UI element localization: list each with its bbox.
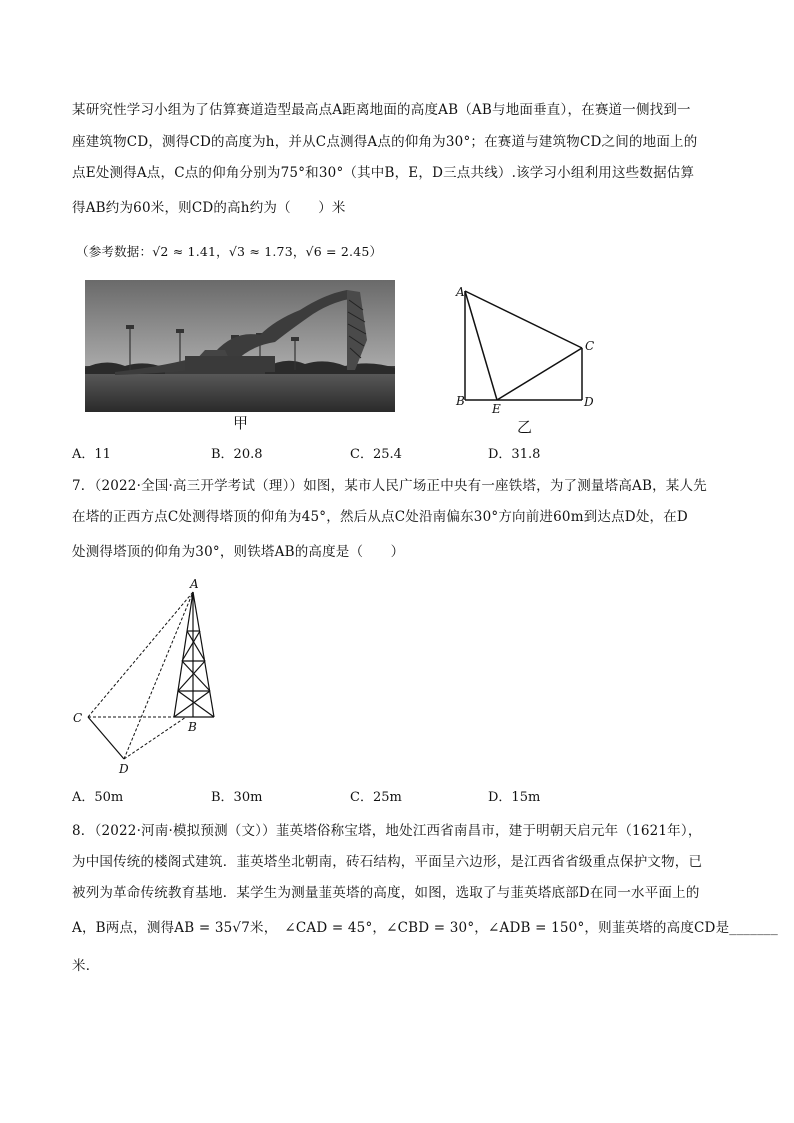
p6-option-c[interactable]: C．25.4	[350, 447, 402, 462]
reference-data: （参考数据：√2 ≈ 1.41，√3 ≈ 1.73，√6 = 2.45）	[76, 244, 383, 259]
problem7-line-1: 7．（2022·全国·高三开学考试（理））如图，某市人民广场正中央有一座铁塔，为了测量塔高AB，某人先	[72, 478, 707, 494]
p6-option-a[interactable]: A．11	[72, 447, 111, 462]
p7-option-a[interactable]: A．50m	[72, 790, 124, 805]
segment-ac	[465, 291, 582, 348]
segment-ec	[497, 348, 582, 400]
problem8-line-5: 米．	[72, 958, 100, 974]
tower-label-c: C	[73, 711, 83, 725]
photo-caption	[228, 412, 258, 432]
p7-option-b[interactable]: B．30m	[211, 790, 263, 805]
problem6-line-4: 得AB约为60米，则CD的高h约为（ ）米	[72, 200, 346, 216]
problem6-line-1: 某研究性学习小组为了估算赛道造型最高点A距离地面的高度AB（AB与地面垂直），在赛道一侧找到一	[72, 102, 691, 118]
p6-option-b[interactable]: B．20.8	[211, 447, 263, 462]
problem8-line-2: 为中国传统的楼阁式建筑．韮英塔坐北朝南，砖石结构，平面呈六边形，是江西省省级重点保护文物，已	[72, 854, 703, 870]
p7-option-d[interactable]: D．15m	[488, 790, 541, 805]
label-a: A	[456, 285, 465, 299]
tower-label-a: A	[190, 577, 199, 591]
problem7-line-3: 处测得塔顶的仰角为30°，则铁塔AB的高度是（ ）	[72, 544, 405, 560]
svg-text:甲: 甲	[233, 414, 249, 432]
figure-caption: 乙	[517, 418, 533, 436]
tower-figure	[64, 576, 244, 776]
tower-label-d: D	[119, 762, 129, 776]
problem7-line-2: 在塔的正西方点C处测得塔顶的仰角为45°，然后从点C处沿南偏东30°方向前进60m到达点D处，在D	[72, 509, 688, 525]
p6-option-d[interactable]: D．31.8	[488, 447, 541, 462]
tower-label-b: B	[188, 720, 197, 734]
problem6-line-3: 点E处测得A点，C点的仰角分别为75°和30°（其中B，E，D三点共线）.该学习小组利用这些数据估算	[72, 165, 695, 181]
label-e: E	[492, 402, 501, 416]
p7-option-c[interactable]: C．25m	[350, 790, 402, 805]
problem8-line-1: 8．（2022·河南·模拟预测（文））韮英塔俗称宝塔，地处江西省南昌市，建于明朝天启元年（1621年），	[72, 823, 702, 839]
label-c: C	[585, 339, 595, 353]
segment-ae	[465, 291, 497, 400]
label-d: D	[584, 395, 594, 409]
problem6-line-2: 座建筑物CD，测得CD的高度为h，并从C点测得A点的仰角为30°；在赛道与建筑物CD之间的地面上的	[72, 134, 698, 150]
problem8-line-3: 被列为革命传统教育基地．某学生为测量韮英塔的高度，如图，选取了与韮英塔底部D在同一水平面上的	[72, 885, 700, 901]
label-b: B	[456, 394, 465, 408]
ski-jump-photo	[85, 280, 395, 412]
problem8-line-4: A，B两点，测得AB = 35√7米， ∠CAD = 45°，∠CBD = 30°，∠ADB = 150°，则韮英塔的高度CD是_______	[72, 920, 778, 936]
figure-yi	[450, 278, 610, 438]
